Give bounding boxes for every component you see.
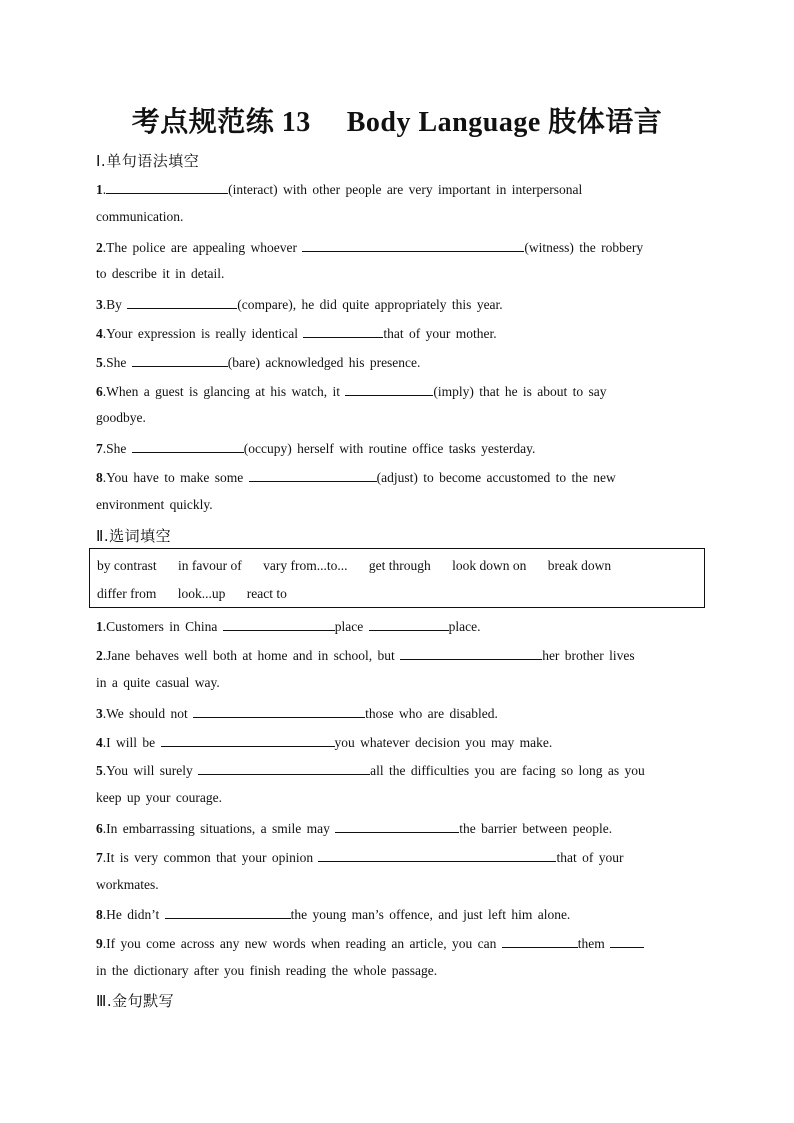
answer-blank[interactable] [106, 180, 228, 194]
word-choice-item-7-cont: workmates. [96, 877, 159, 892]
answer-blank[interactable] [335, 819, 459, 833]
answer-blank[interactable] [198, 761, 370, 775]
grammar-item-3: 3.By (compare), he did quite appropriately this year. [96, 297, 503, 312]
answer-blank[interactable] [302, 238, 524, 252]
word-bank-row-2: differ from look...up react to [97, 586, 287, 601]
word-choice-item-2-cont: in a quite casual way. [96, 675, 220, 690]
answer-blank[interactable] [132, 439, 244, 453]
answer-blank[interactable] [132, 353, 228, 367]
word-choice-item-9: 9.If you come across any new words when reading an article, you can them [96, 934, 696, 952]
word-choice-item-4: 4.I will be you whatever decision you may make. [96, 735, 553, 750]
word-choice-item-9-cont: in the dictionary after you finish reading the whole passage. [96, 963, 438, 978]
grammar-item-1-cont: communication. [96, 209, 184, 224]
section-heading-word-choice: Ⅱ.选词填空 [96, 527, 172, 545]
answer-blank[interactable] [165, 905, 291, 919]
answer-blank[interactable] [369, 617, 449, 631]
grammar-item-4: 4.Your expression is really identical that of your mother. [96, 326, 497, 341]
answer-blank[interactable] [345, 382, 433, 396]
word-choice-item-5-cont: keep up your courage. [96, 790, 222, 805]
answer-blank[interactable] [161, 733, 335, 747]
grammar-item-8: 8.You have to make some (adjust) to become accustomed to the new [96, 470, 616, 485]
word-bank-box [89, 548, 705, 608]
answer-blank[interactable] [400, 646, 542, 660]
word-choice-item-3: 3.We should not those who are disabled. [96, 706, 498, 721]
word-choice-item-2: 2.Jane behaves well both at home and in school, but her brother lives [96, 648, 635, 663]
grammar-item-1: 1. (interact) with other people are very important in interpersonal [96, 182, 583, 197]
word-bank-row-1: by contrast in favour of vary from...to... get through look down on break down [97, 558, 612, 573]
grammar-item-8-cont: environment quickly. [96, 497, 213, 512]
section-heading-quotes: Ⅲ.金句默写 [96, 992, 175, 1010]
grammar-item-2-cont: to describe it in detail. [96, 266, 225, 281]
grammar-item-5: 5.She (bare) acknowledged his presence. [96, 355, 421, 370]
word-choice-item-8: 8.He didn’t the young man’s offence, and just left him alone. [96, 907, 571, 922]
answer-blank[interactable] [318, 848, 556, 862]
word-choice-item-7: 7.It is very common that your opinion that of your [96, 850, 624, 865]
word-choice-item-1: 1.Customers in China place place. [96, 619, 481, 634]
grammar-item-6: 6.When a guest is glancing at his watch, it (imply) that he is about to say [96, 384, 607, 399]
answer-blank[interactable] [610, 934, 644, 948]
answer-blank[interactable] [502, 934, 578, 948]
answer-blank[interactable] [223, 617, 335, 631]
answer-blank[interactable] [193, 704, 365, 718]
section-heading-grammar: Ⅰ.单句语法填空 [96, 152, 200, 170]
answer-blank[interactable] [303, 324, 383, 338]
grammar-item-6-cont: goodbye. [96, 410, 146, 425]
word-choice-item-5: 5.You will surely all the difficulties you are facing so long as you [96, 763, 645, 778]
grammar-item-2: 2.The police are appealing whoever (witness) the robbery [96, 240, 644, 255]
page-title: 考点规范练 13 Body Language 肢体语言 [131, 107, 663, 138]
grammar-item-7: 7.She (occupy) herself with routine office tasks yesterday. [96, 441, 536, 456]
word-choice-item-6: 6.In embarrassing situations, a smile may the barrier between people. [96, 821, 613, 836]
answer-blank[interactable] [127, 295, 237, 309]
answer-blank[interactable] [249, 468, 377, 482]
